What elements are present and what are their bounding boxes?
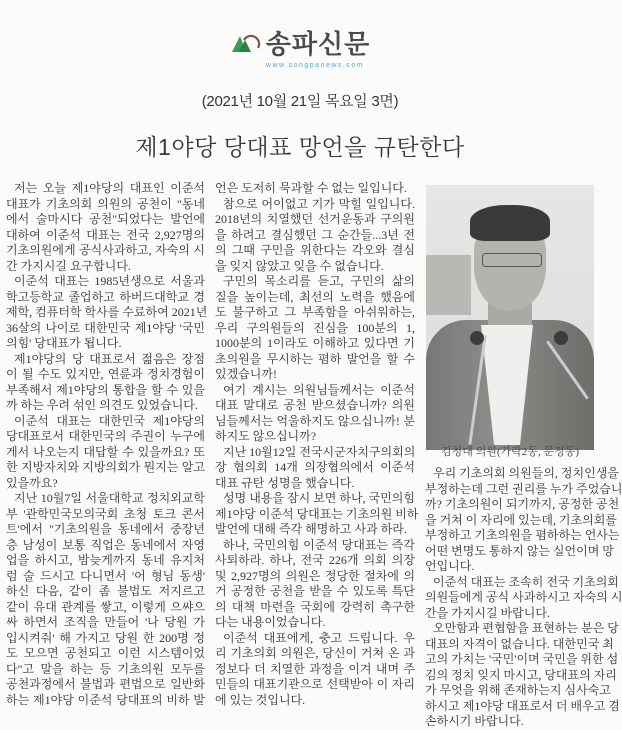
article-line: 에서 술마시다 공천"되었다는 발언에: [6, 212, 205, 226]
article-line: 지난 10월12일 전국시군자치구의회의: [223, 444, 416, 459]
article-line: 장 협의회 14개 의장협의에서 이준석: [215, 460, 415, 474]
article-line: 정보다 더 치열한 과정을 이겨 내며 주: [215, 661, 415, 676]
article-line: 이준석 대표에게, 충고 드립니다. 우: [223, 630, 415, 645]
article-line: 질을 높이는데, 최선의 노력을 했음에: [215, 289, 415, 304]
article-line: 까? 기초의원이 되기까지, 공정한 공천: [425, 497, 620, 511]
article-line: 의 대책 마련을 국회에 강력히 촉구한: [215, 599, 415, 614]
article-line: 대표의 자격이 없습니다. 대한민국 최: [425, 636, 614, 651]
article-line: 부족해서 제1야당의 통합을 할 수 있을: [6, 382, 205, 397]
article-line: 36살의 나이로 대한민국 제1야당 '국민: [6, 320, 205, 335]
newspaper-logo: [0, 24, 600, 61]
article-line: 의힘' 당대표가 됩니다.: [6, 336, 122, 350]
article-line: 저는 오늘 제1야당의 대표인 이준석: [14, 181, 205, 195]
article-paragraph: [215, 631, 415, 709]
article-line: 이준석 대표는 1985년생으로 서울과: [14, 274, 205, 288]
article-line: 성명 내용을 잠시 보면 하나, 국민의힘: [223, 491, 415, 505]
article-line: 기초의원에게 공식사과하고, 자숙의 시: [6, 243, 205, 257]
article-line: 어떤 변명도 통하지 않는 실언이며 망: [425, 543, 614, 558]
article-headline: 제1야당 당대표 망언을 규탄한다: [135, 134, 465, 160]
mountain-logo-icon: [230, 30, 260, 56]
article-line: 김의 정치 잊지 마시고, 당대표의 자리: [425, 667, 617, 682]
newspaper-url: www.songpanews.com: [265, 62, 365, 69]
article-line: 오만함과 편협함을 표현하는 분은 당: [433, 621, 619, 635]
article-line: 부정하고 기초의원을 폄하하는 언사는: [425, 528, 620, 542]
article-line: 하시고 제1야당 대표로서 더 배우고 겸: [425, 698, 620, 713]
article-line: 초의원을 무시하는 폄하 발언을 할 수: [215, 351, 415, 366]
article-line: 업을 하시고, 밤늦게까지 동네 유지처: [6, 553, 205, 567]
dateline: (2021년 10월 21일 목요일 3면): [201, 93, 399, 110]
article-paragraph: [6, 181, 205, 274]
article-line: 사퇴하라. 하나, 전국 226개 의회 의장: [215, 553, 415, 567]
article-line: 고의 가치는 '국민'이며 국민을 위한 섬: [425, 652, 619, 666]
article-line: 의 그때 구민을 위한다는 각오와 결심: [215, 243, 415, 257]
article-line: 당대표로서 대한민국의 주권이 누구에: [6, 429, 205, 443]
article-line: 이 될 수도 있지만, 연륜과 정치경험이: [6, 367, 205, 381]
article-line: 다는 내용이었습니다.: [215, 615, 326, 629]
article-paragraph: [425, 574, 622, 622]
article-line: 제학, 컴퓨터학 학사를 수료하여 2021년: [6, 305, 208, 319]
article-line: 지난 10월7일 서울대학교 정치외교학: [14, 491, 205, 505]
councilor-photo: [426, 185, 594, 439]
article-line: 의원들에게 공식 사과하시고 자숙의 시: [425, 590, 622, 604]
article-line: 있겠습니까!: [215, 367, 277, 381]
article-line: 하지도 않으십니까?: [215, 429, 317, 443]
article-paragraph: [215, 445, 415, 492]
newspaper-name: 송파신문: [265, 29, 371, 59]
article-line: 구민의 목소리를 듣고, 구민의 삶의: [223, 274, 415, 288]
article-line: 에 있는 것입니다.: [215, 692, 306, 707]
article-line: 이준석 대표는 조속히 전국 기초의회: [433, 574, 619, 589]
masthead: [0, 24, 600, 69]
article-line: 을 잊지 않았고 잊을 수 없습니다.: [215, 258, 384, 273]
article-line: 대표가 기초의회 의원의 공천이 "동네: [6, 196, 205, 211]
article-line: 을 하려고 결심했던 그 순간들...3년 전: [215, 227, 415, 242]
article-line: 여기 계시는 의원님들께서는 이준석: [223, 382, 415, 397]
article-line: 대하여 이준석 대표는 전국 2,927명의: [6, 227, 205, 242]
article-paragraph: [215, 538, 415, 631]
article-line: 및 2,927명의 의원은 정당한 절차에 의: [215, 568, 415, 583]
article-column-1: [6, 181, 208, 708]
photo-caption: 김청대 의원(가락2동, 문정동): [441, 446, 579, 458]
article-paragraph: [6, 352, 205, 414]
article-line: 우리 기초의회 의원들의, 정치인생을: [433, 466, 619, 480]
article-line: 입시켜줘' 해 가지고 당원 한 200명 정: [6, 630, 205, 645]
article-line: 을 거쳐 이 자리에 있는데, 기초의회를: [425, 512, 617, 527]
article-line: 대표 규탄 성명을 했습니다.: [215, 475, 355, 490]
article-line: 부 '관학민국모의국회 초청 토크 콘서: [6, 506, 205, 521]
article-line: 트'에서 "기초의원을 동네에서 중장년: [6, 522, 205, 536]
article-paragraph: [425, 466, 622, 575]
article-line: 부정하는데 그런 권리를 누가 주었습니: [425, 481, 622, 496]
article-line: 간을 가지시길 바랍니다.: [425, 605, 550, 620]
article-paragraph: [215, 274, 415, 383]
article-line: 있을까요?: [6, 475, 58, 490]
article-line: 간 가지시길 요구합니다.: [6, 258, 131, 273]
article-line: 공천과정에서 불법과 편법으로 일반화: [6, 677, 205, 691]
article-paragraph: [215, 181, 415, 197]
article-line: 하신 다음, 같이 좀 불법도 저지르고: [6, 584, 205, 598]
article-line: 게서 나오는지 대답할 수 있을까요? 또: [6, 444, 205, 459]
article-line: 참으로 어이없고 기가 막힐 일입니다.: [223, 196, 415, 211]
article-paragraph: [215, 383, 415, 445]
article-line: 발언에 대해 즉각 해명하고 사과 하라.: [215, 522, 407, 536]
article-line: 제1야당 이준석 당대표는 기초의원 비하: [215, 506, 419, 521]
article-line: 손하시기 바랍니다.: [425, 714, 524, 728]
article-paragraph: [6, 491, 205, 708]
article-paragraph: [425, 621, 620, 730]
article-paragraph: [215, 197, 415, 275]
article-line: 학고등학교 졸업하고 하버드대학교 경: [6, 289, 205, 304]
article-line: 리 기초의회 의원은, 당신이 거쳐 온 과: [215, 646, 415, 660]
article-column-2: [215, 181, 419, 708]
article-line: 하나, 국민의힘 이준석 당대표는 즉각: [223, 537, 415, 552]
article-line: 1000분의 1이라도 이해하고 있다면 기: [215, 336, 415, 350]
article-paragraph: [215, 491, 419, 538]
article-line: 하는 제1야당 이준석 당대표의 비하 발: [6, 692, 205, 707]
article-line: 도 모으면 공천되고 이런 시스템이었: [6, 646, 205, 660]
article-line: 대표 말대로 공천 받으셨습니까? 의원: [215, 398, 415, 412]
article-line: 민들의 대표기관으로 선택받아 이 자리: [215, 677, 415, 691]
article-line: 다"고 말을 하는 등 기초의원 모두를: [6, 661, 205, 676]
article-line: 제1야당의 당 대표로서 젊음은 장점: [14, 351, 205, 366]
article-line: 싸 하면서 조직을 만들어 '나 당원 가: [6, 615, 205, 629]
article-line: 언은 도저히 묵과할 수 없는 일입니다.: [215, 181, 407, 195]
article-line: 같이 유대 관계를 쌓고, 이렇게 으쌰으: [6, 599, 205, 614]
article-paragraph: [6, 274, 208, 352]
article-line: 2018년의 치열했던 선거운동과 구의원: [215, 212, 415, 226]
article-line: 한 지방자치와 지방의회가 뭔지는 알고: [6, 460, 205, 474]
article-line: 층 남성이 보통 직업은 동네에서 자영: [6, 537, 205, 552]
article-line: 가 무엇을 위해 존재하는지 심사숙고: [425, 683, 611, 697]
article-line: 이준석 대표는 대한민국 제1야당의: [14, 413, 205, 428]
article-column-3: [425, 466, 622, 730]
article-line: 거 공정한 공천을 받을 수 있도록 특단: [215, 584, 415, 598]
article-line: 우리 구의원들의 진심을 100분의 1,: [215, 320, 415, 335]
article-line: 럼 술 드시고 다니면서 '어 형님 동생': [6, 568, 205, 583]
article-line: 언입니다.: [425, 559, 475, 573]
article-line: 도 불구하고 그 부족함을 아쉬워하는,: [215, 305, 415, 319]
article-line: 님들께서는 억울하지도 않으십니까! 분: [215, 413, 415, 428]
article-line: 까 하는 우려 섞인 의견도 있었습니다.: [6, 398, 198, 412]
article-paragraph: [6, 414, 205, 492]
